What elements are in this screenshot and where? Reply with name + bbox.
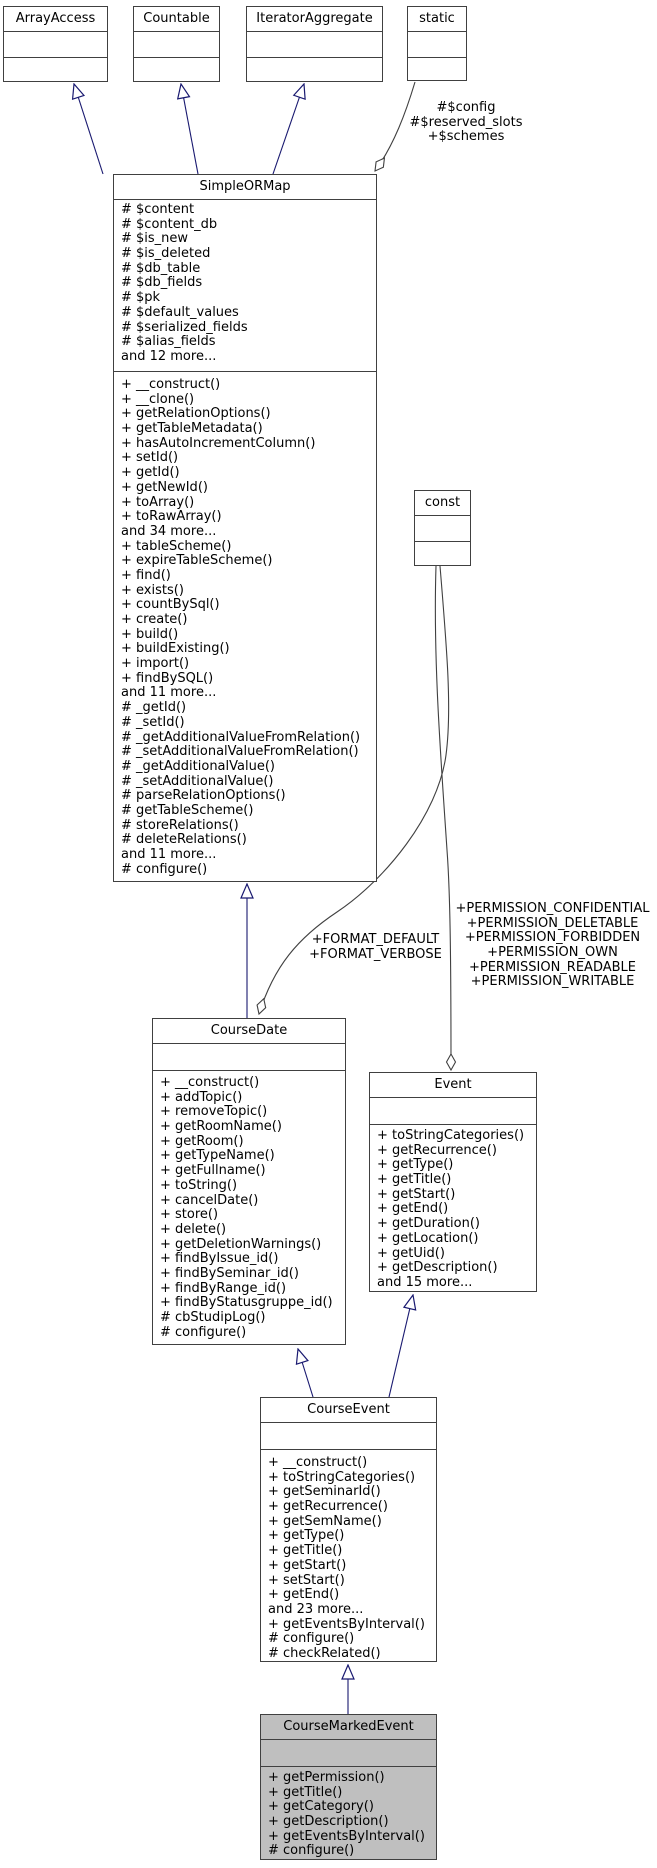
member-row: # _setId() xyxy=(121,714,185,730)
member-row: + __construct() xyxy=(121,377,221,392)
member-row: +PERMISSION_OWN xyxy=(487,945,618,961)
class-title: SimpleORMap xyxy=(114,175,376,200)
member-row: + __construct() xyxy=(268,1455,368,1470)
member-row: + getDuration() xyxy=(377,1216,480,1232)
member-row: + getStart() xyxy=(268,1557,347,1573)
member-row: + removeTopic() xyxy=(160,1104,268,1120)
member-row: + findBySQL() xyxy=(121,670,214,686)
member-row: + __clone() xyxy=(121,391,195,407)
member-row: # _getAdditionalValueFromRelation() xyxy=(121,729,361,745)
attributes-compartment xyxy=(247,32,382,58)
member-row: # $db_fields xyxy=(121,275,203,291)
member-row: + getTitle() xyxy=(268,1543,343,1559)
member-row: + exists() xyxy=(121,582,184,598)
class-title: CourseMarkedEvent xyxy=(261,1715,436,1740)
member-row: # parseRelationOptions() xyxy=(121,788,286,804)
member-row: +$schemes xyxy=(427,129,505,145)
member-row: + getSeminarId() xyxy=(268,1484,381,1500)
methods-compartment xyxy=(261,1450,436,1661)
member-row: # _getId() xyxy=(121,700,187,716)
edge-inheritance-simpleormap-arrayaccess xyxy=(74,84,103,174)
member-row: and 15 more... xyxy=(377,1274,473,1290)
member-row: + hasAutoIncrementColumn() xyxy=(121,435,316,451)
member-row: + getDeletionWarnings() xyxy=(160,1236,322,1252)
member-row: + getDescription() xyxy=(268,1814,389,1830)
member-row: + getSemName() xyxy=(268,1513,382,1529)
member-row: +FORMAT_VERBOSE xyxy=(309,946,442,962)
member-row: + toString() xyxy=(160,1177,238,1193)
member-row: + getNewId() xyxy=(121,479,208,495)
class-static[interactable] xyxy=(407,6,467,81)
edge-label-format-constants xyxy=(303,933,448,962)
member-row: + getRecurrence() xyxy=(268,1499,388,1515)
member-row: + getEnd() xyxy=(377,1201,449,1217)
member-row: + getRoom() xyxy=(160,1133,244,1149)
edge-inheritance-courseevent-coursedate xyxy=(298,1349,313,1397)
member-row: + create() xyxy=(121,612,188,627)
class-coursedate[interactable] xyxy=(152,1018,346,1345)
member-row: + import() xyxy=(121,656,190,672)
member-row: # configure() xyxy=(268,1843,355,1859)
member-row: + findByIssue_id() xyxy=(160,1251,279,1267)
edge-aggregation-const-event xyxy=(435,566,451,1070)
class-const[interactable] xyxy=(414,490,471,566)
member-row: + getEventsByInterval() xyxy=(268,1828,425,1844)
member-row: + getRecurrence() xyxy=(377,1142,497,1158)
member-row: + getTitle() xyxy=(377,1172,452,1188)
member-row: and 34 more... xyxy=(121,523,217,539)
member-row: + findByRange_id() xyxy=(160,1280,287,1296)
member-row: #$reserved_slots xyxy=(409,114,523,130)
member-row: + getFullname() xyxy=(160,1163,266,1179)
member-row: + getType() xyxy=(377,1157,454,1173)
edge-label-permission-constants xyxy=(450,902,655,990)
class-courseevent[interactable] xyxy=(260,1397,437,1662)
member-row: + find() xyxy=(121,567,171,583)
class-title: Countable xyxy=(134,7,219,32)
member-row: # $alias_fields xyxy=(121,334,216,350)
member-row: + cancelDate() xyxy=(160,1192,259,1208)
member-row: + getStart() xyxy=(377,1186,456,1202)
member-row: + store() xyxy=(160,1207,219,1223)
attributes-compartment xyxy=(153,1044,345,1071)
methods-compartment xyxy=(261,1767,436,1859)
member-row: # configure() xyxy=(160,1324,247,1340)
class-title: CourseEvent xyxy=(261,1398,436,1423)
member-row: # _setAdditionalValueFromRelation() xyxy=(121,744,359,760)
member-row: + getRelationOptions() xyxy=(121,406,271,422)
member-row: + toStringCategories() xyxy=(377,1128,525,1143)
member-row: + getUid() xyxy=(377,1245,445,1261)
member-row: + getEventsByInterval() xyxy=(268,1616,425,1632)
member-row: + tableScheme() xyxy=(121,538,232,554)
member-row: + toRawArray() xyxy=(121,509,222,525)
member-row: # $content xyxy=(121,202,195,217)
member-row: # $content_db xyxy=(121,216,218,232)
member-row: + getTitle() xyxy=(268,1784,343,1800)
member-row: # _setAdditionalValue() xyxy=(121,773,274,789)
member-row: + getTypeName() xyxy=(160,1148,275,1164)
member-row: + toArray() xyxy=(121,494,195,510)
attributes-compartment xyxy=(114,200,376,372)
methods-compartment xyxy=(415,542,470,565)
member-row: + __construct() xyxy=(160,1075,260,1090)
attributes-compartment xyxy=(415,516,470,542)
attributes-compartment xyxy=(408,32,466,58)
member-row: + setId() xyxy=(121,450,179,466)
class-countable[interactable] xyxy=(133,6,220,82)
member-row: and 11 more... xyxy=(121,685,217,701)
member-row: + getRoomName() xyxy=(160,1119,282,1135)
methods-compartment xyxy=(370,1125,536,1291)
class-arrayaccess[interactable] xyxy=(3,6,108,82)
methods-compartment xyxy=(153,1071,345,1344)
member-row: # $is_new xyxy=(121,231,189,247)
member-row: # configure() xyxy=(121,861,208,877)
member-row: # getTableScheme() xyxy=(121,802,254,818)
member-row: + buildExisting() xyxy=(121,641,230,657)
methods-compartment xyxy=(4,58,107,81)
member-row: # $is_deleted xyxy=(121,246,211,262)
member-row: + getEnd() xyxy=(268,1587,340,1603)
methods-compartment xyxy=(247,58,382,81)
methods-compartment xyxy=(408,58,466,80)
member-row: + setStart() xyxy=(268,1572,345,1588)
member-row: + addTopic() xyxy=(160,1089,243,1105)
member-row: + getPermission() xyxy=(268,1770,385,1785)
edge-inheritance-simpleormap-iteratoraggregate xyxy=(273,84,304,174)
member-row: + toStringCategories() xyxy=(268,1469,416,1485)
member-row: # storeRelations() xyxy=(121,817,239,833)
member-row: +PERMISSION_CONFIDENTIAL xyxy=(455,901,650,916)
member-row: # $serialized_fields xyxy=(121,319,248,335)
member-row: + getId() xyxy=(121,465,180,481)
member-row: +PERMISSION_READABLE xyxy=(468,959,636,975)
methods-compartment xyxy=(114,372,376,881)
member-row: # checkRelated() xyxy=(268,1645,381,1661)
attributes-compartment xyxy=(370,1098,536,1125)
class-title: ArrayAccess xyxy=(4,7,107,32)
class-title: Event xyxy=(370,1073,536,1098)
member-row: # configure() xyxy=(268,1631,355,1647)
member-row: + getLocation() xyxy=(377,1230,479,1246)
edge-label-static-members xyxy=(396,101,536,145)
member-row: + build() xyxy=(121,626,179,642)
member-row: + findBySeminar_id() xyxy=(160,1265,299,1281)
member-row: # cbStudipLog() xyxy=(160,1310,266,1325)
attributes-compartment xyxy=(261,1423,436,1450)
member-row: #$config xyxy=(436,100,496,115)
member-row: # $db_table xyxy=(121,260,201,276)
edge-inheritance-courseevent-event xyxy=(389,1295,413,1397)
member-row: +FORMAT_DEFAULT xyxy=(311,932,440,947)
member-row: + getCategory() xyxy=(268,1799,374,1815)
class-iteratoraggregate[interactable] xyxy=(246,6,383,82)
member-row: # $pk xyxy=(121,290,161,306)
class-title: static xyxy=(408,7,466,32)
member-row: # _getAdditionalValue() xyxy=(121,758,275,774)
member-row: +PERMISSION_FORBIDDEN xyxy=(464,930,641,946)
member-row: # deleteRelations() xyxy=(121,832,247,848)
member-row: + getType() xyxy=(268,1528,345,1544)
class-coursemarkedevent[interactable] xyxy=(260,1714,437,1860)
attributes-compartment xyxy=(4,32,107,58)
attributes-compartment xyxy=(261,1740,436,1767)
methods-compartment xyxy=(134,58,219,81)
class-title: IteratorAggregate xyxy=(247,7,382,32)
member-row: + findByStatusgruppe_id() xyxy=(160,1295,333,1311)
edge-inheritance-simpleormap-countable xyxy=(181,84,198,174)
member-row: +PERMISSION_DELETABLE xyxy=(466,915,639,931)
member-row: and 11 more... xyxy=(121,847,217,862)
member-row: + countBySql() xyxy=(121,597,220,613)
member-row: + getDescription() xyxy=(377,1260,498,1276)
member-row: # $default_values xyxy=(121,304,239,320)
member-row: +PERMISSION_WRITABLE xyxy=(470,974,635,990)
class-title: CourseDate xyxy=(153,1019,345,1044)
member-row: and 23 more... xyxy=(268,1601,364,1617)
member-row: + getTableMetadata() xyxy=(121,421,263,437)
member-row: and 12 more... xyxy=(121,348,217,364)
member-row: + delete() xyxy=(160,1221,227,1237)
attributes-compartment xyxy=(134,32,219,58)
class-title: const xyxy=(415,491,470,516)
class-event[interactable] xyxy=(369,1072,537,1292)
member-row: + expireTableScheme() xyxy=(121,553,273,569)
class-simpleormap[interactable] xyxy=(113,174,377,882)
